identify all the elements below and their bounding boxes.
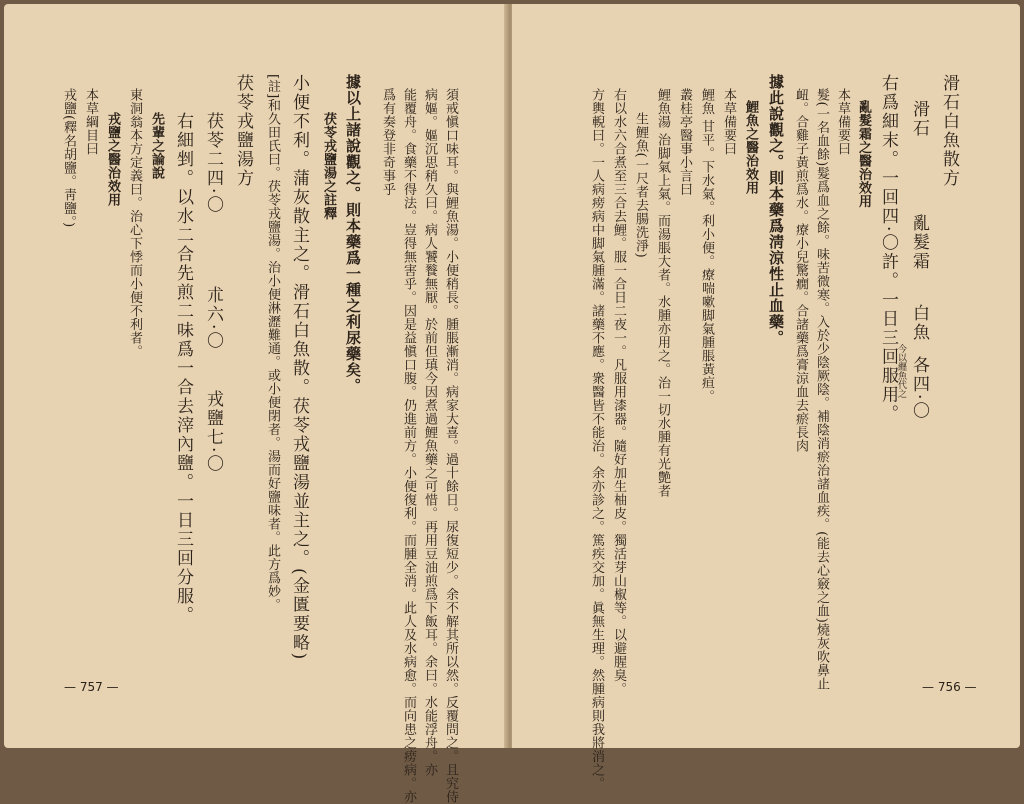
recipe-ingredient: 白魚 <box>909 304 929 342</box>
formula-title: 滑石白魚散方 <box>939 74 959 188</box>
text-column: 右細剉。以水二合先煎二味爲一合去滓內鹽。一日三回分服。 <box>173 112 193 625</box>
recipe-ingredient: 茯苓二四·〇 <box>203 112 223 215</box>
section-heading: 戎鹽之醫治效用 <box>105 112 120 207</box>
text-column: 衄。合雞子黃煎爲水。療小兒驚癇。合諸藥爲膏涼血去瘀長肉 <box>793 88 808 453</box>
text-column: 生鯉魚(一尺者去腸洗淨) <box>633 112 648 259</box>
text-column: 髮(一名血餘)髮爲血之餘。味苦微寒。入於少陰厥陰。補陰消瘀治諸血疾。(能去心竅之血)燒灰吹鼻止 <box>814 88 829 691</box>
page-number: — 757 — <box>64 680 119 694</box>
section-heading: 鯉魚之醫治效用 <box>743 100 758 195</box>
left-page <box>4 4 508 804</box>
text-column: 小便不利。蒲灰散主之。滑石白魚散。茯苓戎鹽湯並主之。(金匱要略) <box>289 74 309 662</box>
recipe-ingredient: 戎鹽七·〇 <box>203 390 223 474</box>
text-column: 右爲細末。一回四·〇許。一日三回服用。 <box>878 74 898 424</box>
right-page <box>512 4 1020 790</box>
text-column: 方輿輗曰。一人病痨病中脚氣腫滿。諸藥不應。衆醫皆不能治。余亦診之。篤疾交加。眞無生理。然腫病則我將消之。 <box>589 88 604 790</box>
page-number: — 756 — <box>922 680 977 694</box>
text-column: 鯉魚 甘平。下水氣。利小便。療喘嗽脚氣腫脹黃疸。 <box>699 88 714 404</box>
text-column: 鯉魚湯 治脚氣上氣。而湯脹大者。水腫亦用之。治一切水腫有光艶者 <box>655 88 670 498</box>
text-column: 爲有奏登非奇事乎 <box>380 88 395 196</box>
annotation-column: [註]和久田氏曰。茯苓戎鹽湯。治小便淋瀝難通。或小便閉者。湯而好鹽味者。此方爲妙。 <box>265 74 280 612</box>
recipe-ingredient: 亂髮霜 <box>909 214 929 271</box>
section-heading: 茯苓戎鹽湯之註釋 <box>321 112 336 220</box>
text-column: 據此說觀之。則本藥爲淸涼性止血藥。 <box>767 74 785 346</box>
text-column: 叢桂亭醫事小言曰 <box>677 88 692 196</box>
text-column: 右以水六合煮至三合去鯉。服一合日二夜一。凡服用漆器。隨好加生柚皮。獨活芽山椒等。以避腥臭。 <box>611 88 626 696</box>
recipe-ingredient: 各四·〇 <box>909 356 929 421</box>
section-heading: 先輩之論說 <box>149 112 164 180</box>
text-column: 據以上諸說觀之。則本藥爲一種之利尿藥矣。 <box>344 74 362 394</box>
text-column: 能覆舟。食藥不得法。豈得無害乎。因是益愼口腹。仍進前方。小便復利。而腫全消。此人及水病愈。而向患之痨病。亦 <box>401 88 416 804</box>
recipe-ingredient: 滑石 <box>909 100 929 138</box>
formula-title: 茯苓戎鹽湯方 <box>233 74 253 188</box>
text-column: 病嫗。嫗沉思稍久曰。病人饕餮無厭。於前但瑱今因煮過鯉魚藥之可惜。再用豆油煎爲下飯耳。余曰。水能浮舟。亦 <box>422 88 437 777</box>
ingredient-note: 今以纒魚代之 <box>896 344 906 398</box>
text-column: 東洞翁本方定義曰。治心下悸而小便不利者。 <box>127 88 142 358</box>
text-column: 戎鹽(釋名胡鹽。靑鹽。) <box>61 88 76 228</box>
section-heading: 亂髮霜之醫治效用 <box>856 100 871 208</box>
text-column: 本草備要曰 <box>835 88 850 156</box>
text-column: 本草綱目曰 <box>83 88 98 156</box>
text-column: 本草備要曰 <box>721 88 736 156</box>
recipe-ingredient: 朮六·〇 <box>203 286 223 351</box>
text-column: 須戒愼口味耳。與鯉魚湯。小便稍長。腫脹漸消。病家大喜。過十餘日。尿復短少。余不解其所以然。反覆問之。且究侍 <box>443 88 458 804</box>
